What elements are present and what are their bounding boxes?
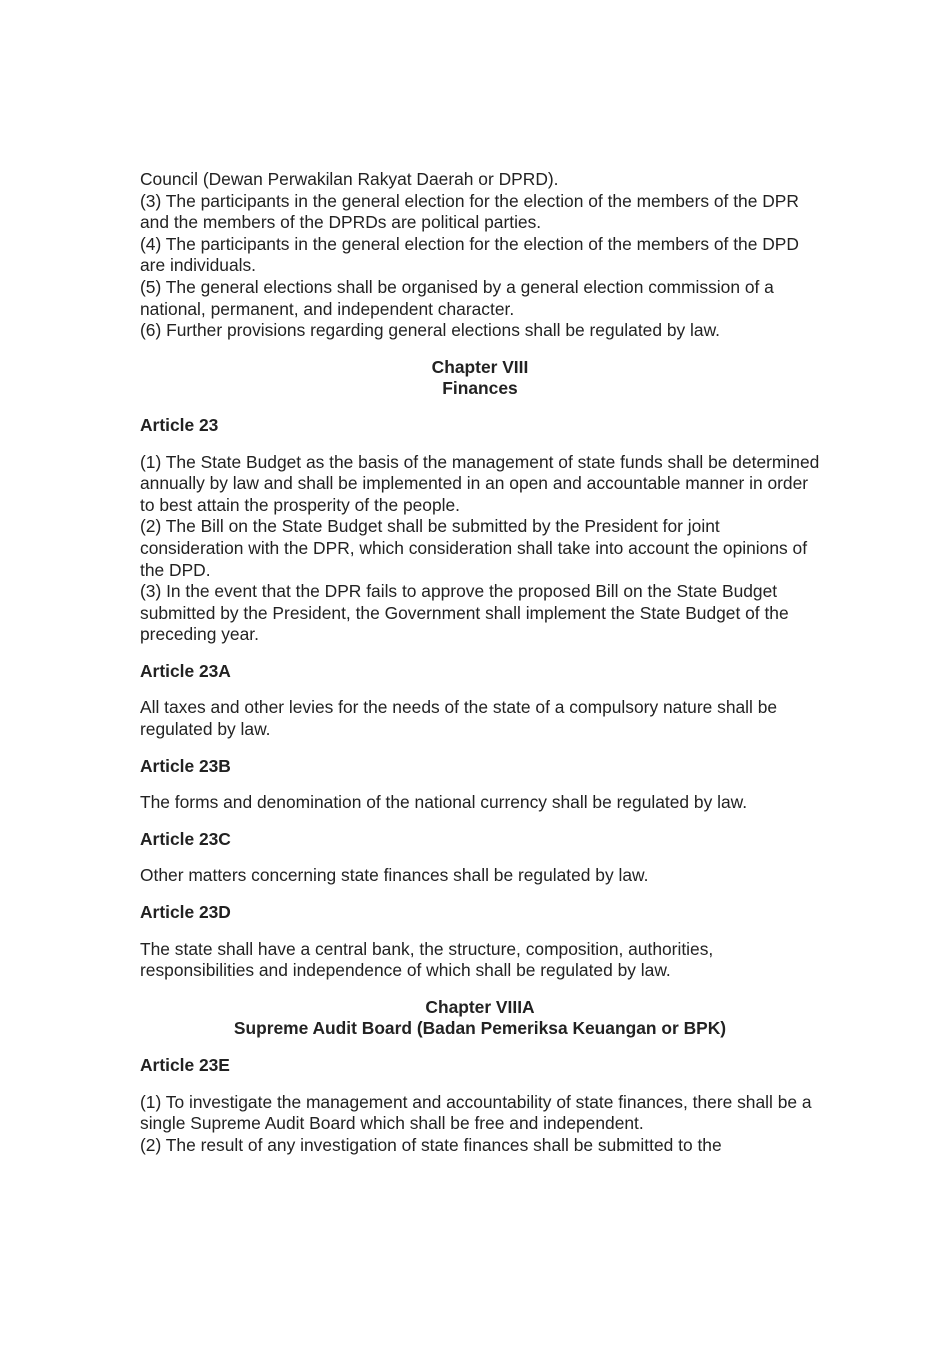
article-body: The state shall have a central bank, the structure, composition, authorities, responsibilities and independence of which shall be regulated by law. [140,938,714,981]
article-clause: (3) In the event that the DPR fails to approve the proposed Bill on the State Budget submitted by the President, the Government shall implement the State Budget of the preceding year. [140,581,789,645]
intro-line: (6) Further provisions regarding general elections shall be regulated by law. [140,320,721,341]
article-heading: Article 23E [140,1055,230,1075]
chapter-heading [140,357,820,400]
chapter-title: Supreme Audit Board (Badan Pemeriksa Keuangan or BPK) [233,1018,727,1039]
article-body: Other matters concerning state finances shall be regulated by law. [140,865,649,886]
article-heading: Article 23B [140,755,231,776]
document-page [140,169,820,1156]
article-clause: (1) The State Budget as the basis of the management of state funds shall be determined annually by law and shall be implemented in an open and accountable manner in order to best attain the prosperity of the people. [140,451,820,515]
intro-line: (5) The general elections shall be organised by a general election commission of a national, permanent, and independent character. [140,276,774,319]
chapter-number: Chapter VIII [431,356,529,377]
article-clause: (2) The result of any investigation of state finances shall be submitted to the [140,1134,722,1155]
article-clause: (2) The Bill on the State Budget shall be submitted by the President for joint consideration with the DPR, which consideration shall take into account the opinions of the DPD. [140,516,808,580]
article-heading: Article 23A [140,660,231,681]
article-body [140,452,820,646]
intro-line: (4) The participants in the general election for the election of the members of the DPD are individuals. [140,233,799,276]
article-body: All taxes and other levies for the needs of the state of a compulsory nature shall be regulated by law. [140,697,778,740]
chapter-heading [140,997,820,1040]
article-heading: Article 23 [140,414,219,435]
article-heading: Article 23C [140,828,231,849]
article-body [140,1092,820,1157]
article-body: The forms and denomination of the national currency shall be regulated by law. [140,792,748,813]
intro-line: Council (Dewan Perwakilan Rakyat Daerah or DPRD). [140,169,559,189]
intro-section [140,169,820,342]
article-heading: Article 23D [140,902,231,923]
chapter-title: Finances [442,378,518,399]
article-clause: (1) To investigate the management and accountability of state finances, there shall be a single Supreme Audit Board which shall be free and independent. [140,1091,812,1134]
chapter-number: Chapter VIIIA [425,996,535,1017]
intro-line: (3) The participants in the general election for the election of the members of the DPR and the members of the DPRDs are political parties. [140,190,799,233]
